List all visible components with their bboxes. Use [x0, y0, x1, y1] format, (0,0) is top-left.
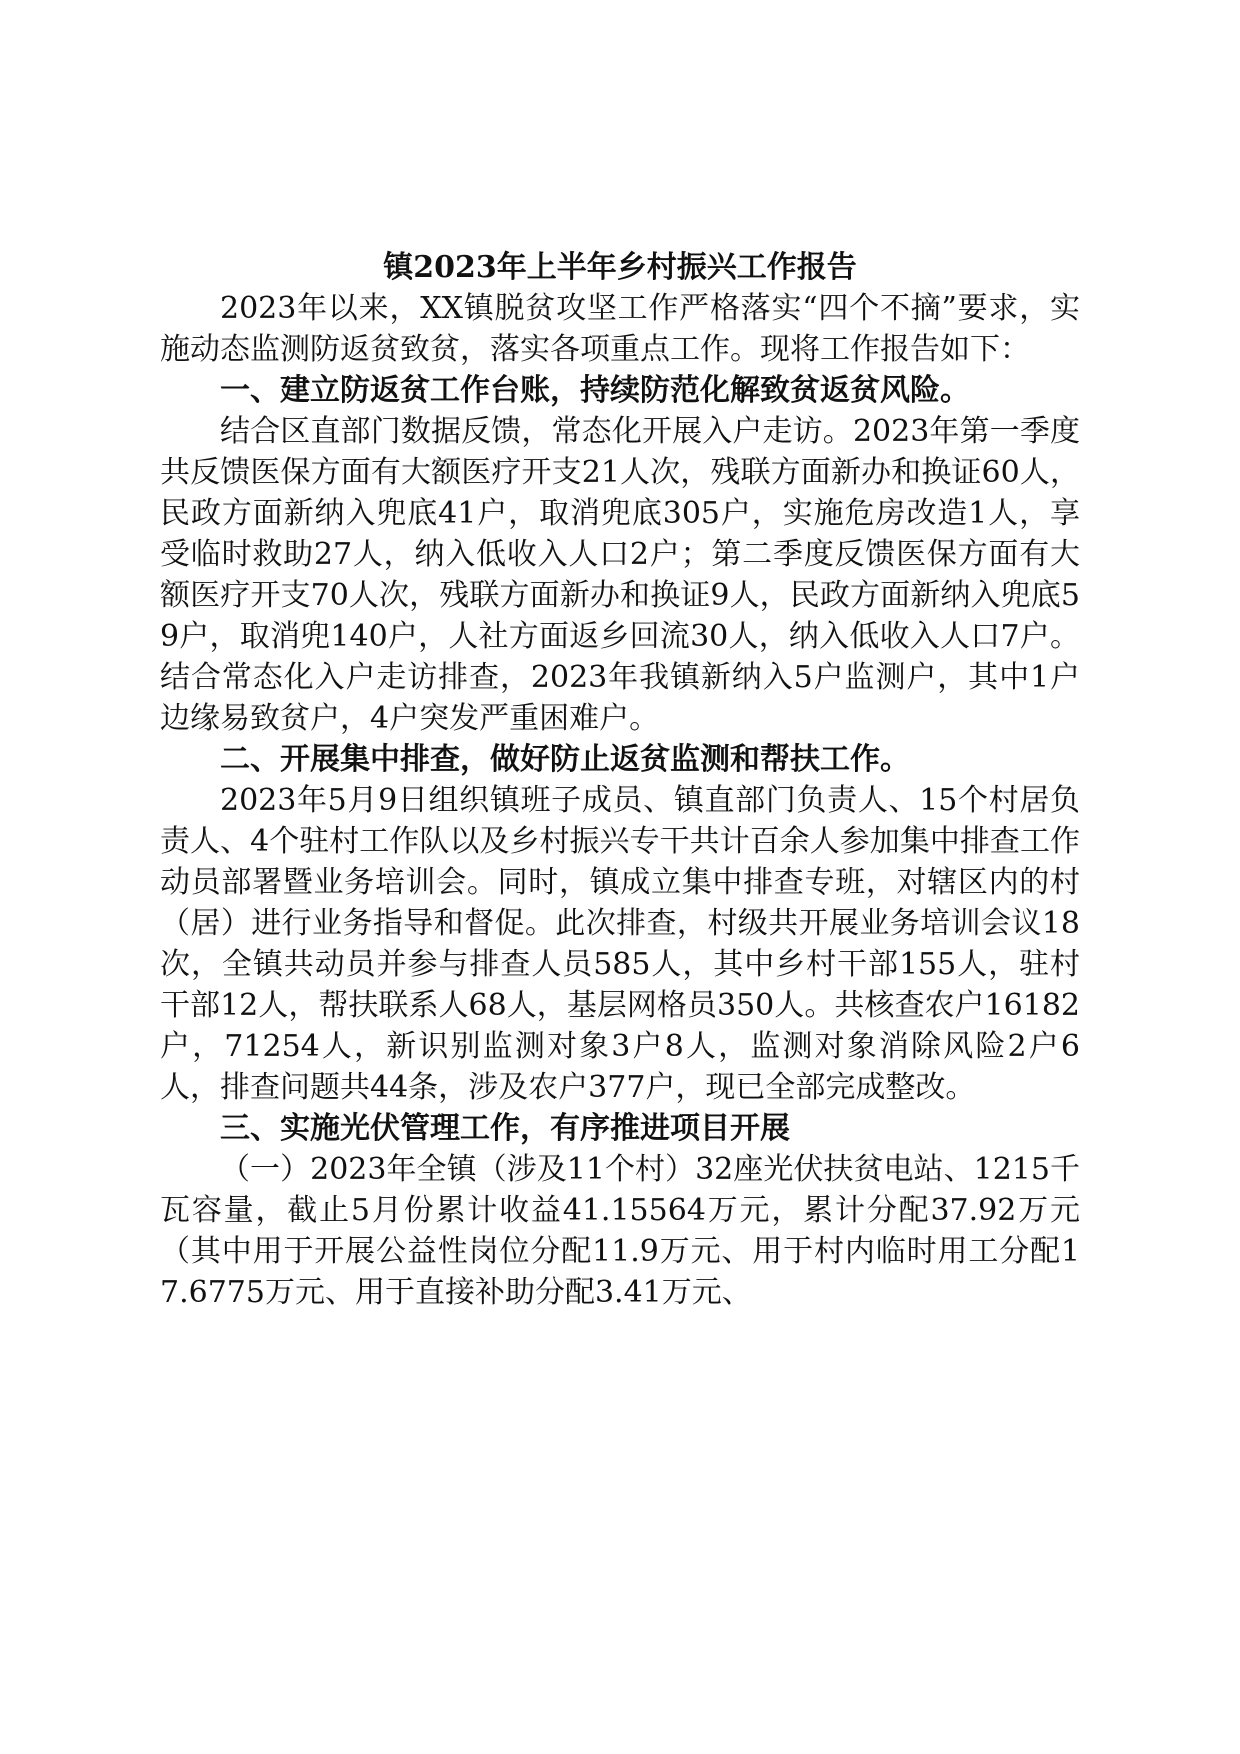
section-3-body: （一）2023年全镇（涉及11个村）32座光伏扶贫电站、1215千瓦容量，截止5月份累计收益41.15564万元，累计分配37.92万元（其中用于开展公益性岗位分配11.9万元、用于村内临时用工分配17.6775万元、用于直接补助分配3.41万元、 — [160, 1152, 1080, 1310]
intro-paragraph: 2023年以来，XX镇脱贫攻坚工作严格落实“四个不摘”要求，实施动态监测防返贫致贫，落实各项重点工作。现将工作报告如下： — [160, 291, 1080, 367]
section-1-heading: 一、建立防返贫工作台账，持续防范化解致贫返贫风险。 — [220, 373, 970, 408]
section-2-heading: 二、开展集中排查，做好防止返贫监测和帮扶工作。 — [220, 742, 910, 777]
document-page — [160, 248, 1080, 1313]
section-3-heading: 三、实施光伏管理工作，有序推进项目开展 — [220, 1111, 790, 1146]
section-2-body: 2023年5月9日组织镇班子成员、镇直部门负责人、15个村居负责人、4个驻村工作队以及乡村振兴专干共计百余人参加集中排查工作动员部署暨业务培训会。同时，镇成立集中排查专班，对辖区内的村（居）进行业务指导和督促。此次排查，村级共开展业务培训会议18次，全镇共动员并参与排查人员585人，其中乡村干部155人，驻村干部12人，帮扶联系人68人，基层网格员350人。共核查农户16182户，71254人，新识别监测对象3户8人，监测对象消除风险2户6人，排查问题共44条，涉及农户377户，现已全部完成整改。 — [160, 783, 1080, 1105]
section-1-body: 结合区直部门数据反馈，常态化开展入户走访。2023年第一季度共反馈医保方面有大额医疗开支21人次，残联方面新办和换证60人，民政方面新纳入兜底41户，取消兜底305户，实施危房改造1人，享受临时救助27人，纳入低收入人口2户；第二季度反馈医保方面有大额医疗开支70人次，残联方面新办和换证9人，民政方面新纳入兜底59户，取消兜140户，人社方面返乡回流30人，纳入低收入人口7户。结合常态化入户走访排查，2023年我镇新纳入5户监测户，其中1户边缘易致贫户，4户突发严重困难户。 — [160, 414, 1080, 736]
document-title: 镇2023年上半年乡村振兴工作报告 — [383, 250, 857, 285]
